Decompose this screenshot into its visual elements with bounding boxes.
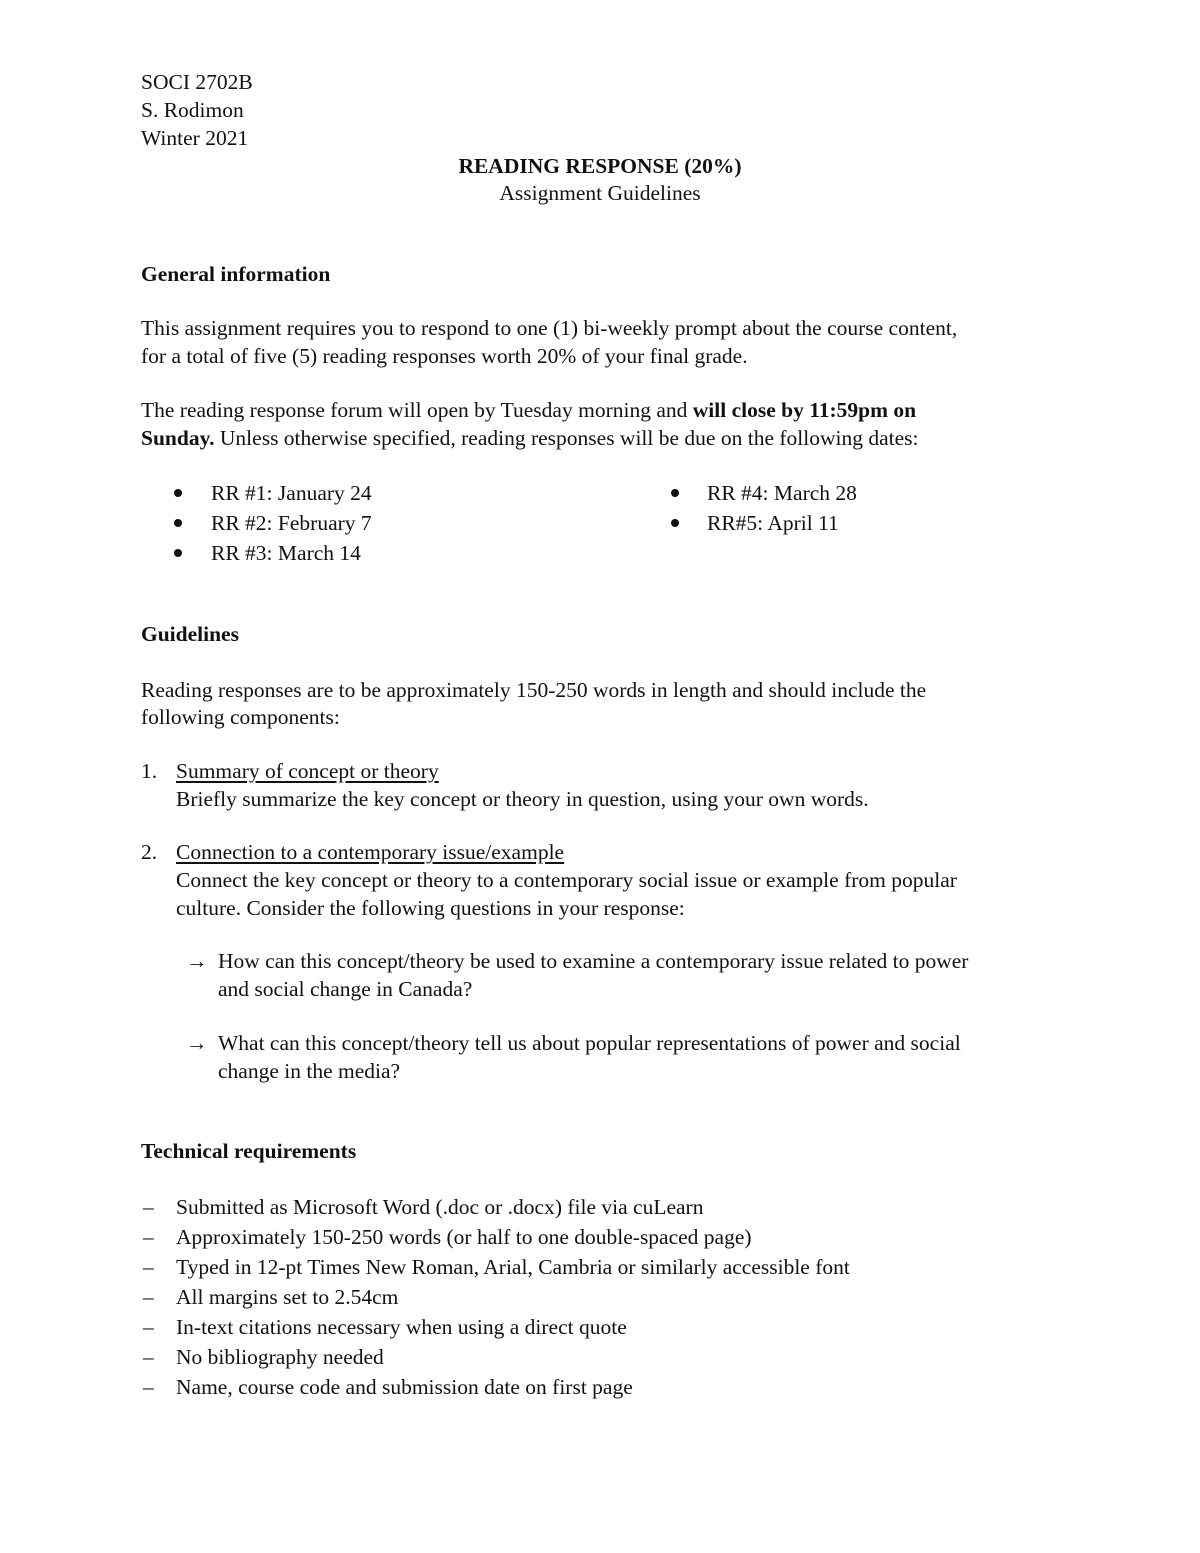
dash-icon: –	[143, 1255, 154, 1279]
dash-icon: –	[143, 1375, 154, 1399]
dash-icon: –	[143, 1315, 154, 1339]
list-number: 2.	[141, 840, 158, 864]
instructor-name: S. Rodimon	[141, 98, 244, 122]
arrow-icon: →	[186, 1031, 208, 1055]
bullet-icon	[671, 489, 679, 497]
component-text-connection-line-2: culture. Consider the following questions in your response:	[176, 896, 685, 920]
general-paragraph-1-line-2: for a total of five (5) reading responses worth 20% of your final grade.	[141, 344, 748, 368]
deadline-day-bold-text: Sunday.	[141, 426, 215, 450]
component-text-connection-line-1: Connect the key concept or theory to a contemporary social issue or example from popular	[176, 868, 957, 892]
due-date-item: RR #3: March 14	[211, 541, 361, 565]
component-title-summary: Summary of concept or theory	[176, 759, 439, 783]
bullet-icon	[174, 489, 182, 497]
requirement-item: In-text citations necessary when using a direct quote	[176, 1315, 627, 1339]
requirement-item: Name, course code and submission date on first page	[176, 1375, 633, 1399]
component-text-summary: Briefly summarize the key concept or theory in question, using your own words.	[176, 787, 869, 811]
list-number: 1.	[141, 759, 158, 783]
section-heading-technical: Technical requirements	[141, 1139, 357, 1163]
arrow-icon: →	[186, 949, 208, 973]
section-heading-general: General information	[141, 262, 331, 286]
general-paragraph-1-line-1: This assignment requires you to respond to one (1) bi-weekly prompt about the course content,	[141, 316, 958, 340]
question-1-line-2: and social change in Canada?	[218, 977, 473, 1001]
question-2-line-1: What can this concept/theory tell us about popular representations of power and social	[218, 1031, 961, 1055]
document-title: READING RESPONSE (20%)	[458, 154, 742, 178]
due-date-item: RR #4: March 28	[707, 481, 857, 505]
forum-open-text: The reading response forum will open by Tuesday morning and	[141, 398, 693, 422]
requirement-item: Submitted as Microsoft Word (.doc or .docx) file via cuLearn	[176, 1195, 704, 1219]
requirement-item: Approximately 150-250 words (or half to one double-spaced page)	[176, 1225, 752, 1249]
general-paragraph-2-line-1	[141, 396, 916, 426]
requirement-item: All margins set to 2.54cm	[176, 1285, 399, 1309]
requirement-item: Typed in 12-pt Times New Roman, Arial, Cambria or similarly accessible font	[176, 1255, 850, 1279]
guidelines-intro-line-1: Reading responses are to be approximately 150-250 words in length and should include the	[141, 678, 927, 702]
question-2-line-2: change in the media?	[218, 1059, 401, 1083]
guidelines-intro-line-2: following components:	[141, 705, 340, 729]
bullet-icon	[671, 519, 679, 527]
dash-icon: –	[143, 1345, 154, 1369]
dash-icon: –	[143, 1285, 154, 1309]
due-date-item: RR #1: January 24	[211, 481, 372, 505]
dash-icon: –	[143, 1195, 154, 1219]
course-code: SOCI 2702B	[141, 70, 253, 94]
term: Winter 2021	[141, 126, 249, 150]
document-subtitle: Assignment Guidelines	[499, 181, 701, 205]
general-paragraph-2-line-2	[141, 424, 919, 454]
due-date-item: RR#5: April 11	[707, 511, 839, 535]
deadline-bold-text: will close by 11:59pm on	[692, 398, 917, 422]
component-title-connection: Connection to a contemporary issue/example	[176, 840, 565, 864]
dash-icon: –	[143, 1225, 154, 1249]
section-heading-guidelines: Guidelines	[141, 622, 239, 646]
question-1-line-1: How can this concept/theory be used to examine a contemporary issue related to power	[218, 949, 969, 973]
due-date-item: RR #2: February 7	[211, 511, 372, 535]
bullet-icon	[174, 519, 182, 527]
requirement-item: No bibliography needed	[176, 1345, 384, 1369]
bullet-icon	[174, 549, 182, 557]
due-dates-intro-text: Unless otherwise specified, reading responses will be due on the following dates:	[214, 426, 919, 450]
